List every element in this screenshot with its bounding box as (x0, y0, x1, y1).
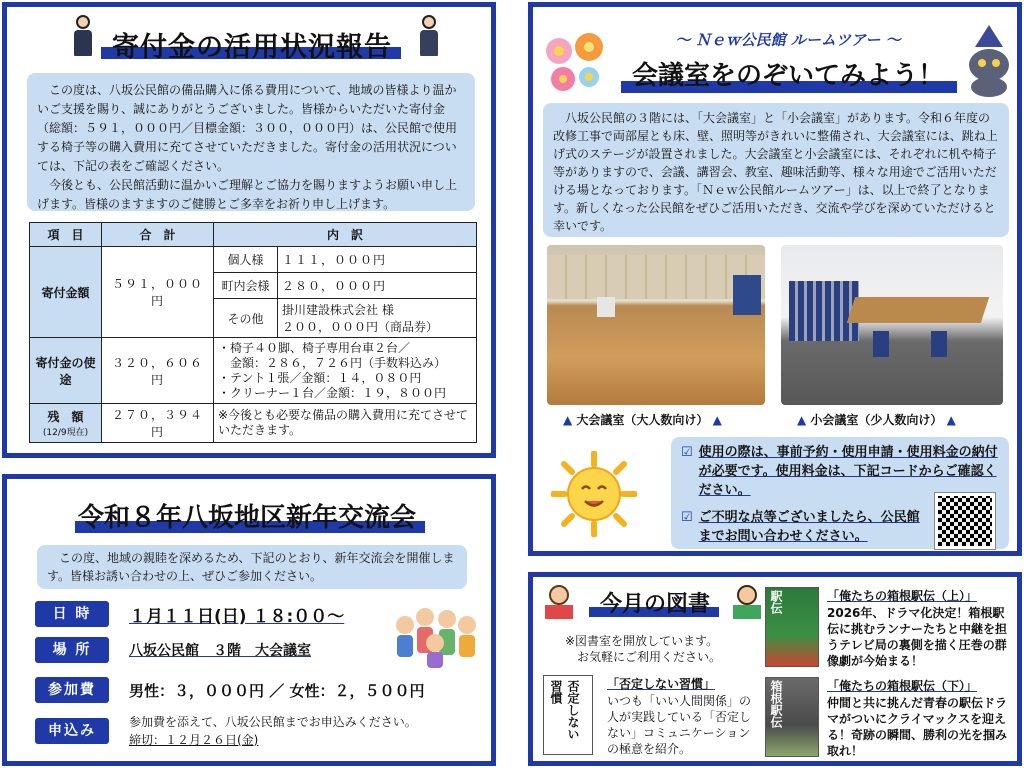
usage-total: ３２０，６０６円 (102, 338, 214, 404)
book-description: 仲間と共に挑んだ青春の駅伝ドラマがついにクライマックスを迎える！奇跡の瞬間、勝利の光を掴み取れ！ (827, 696, 1008, 758)
breakdown-name: 個人様 (214, 247, 278, 273)
apply-label: 申込み (35, 718, 109, 744)
breakdown-other (278, 299, 477, 338)
caption-large-room: ▲ 大会議室（大人数向け） ▲ (563, 413, 722, 427)
library-panel (528, 572, 1022, 766)
new-year-event-panel (2, 474, 496, 766)
donation-intro (27, 73, 475, 211)
newyear-title: 令和８年八坂地区新年交流会 (77, 503, 416, 533)
usage-line: ・クリーナー１台／金額：１９，８００円 (218, 385, 447, 400)
row-label-balance (30, 404, 102, 443)
table-header-row (30, 223, 477, 247)
newyear-row-place (35, 637, 311, 663)
qr-code[interactable] (935, 493, 995, 549)
donation-intro-paragraph-1: この度は、八坂公民館の備品購入に係る費用について、地域の皆様より温かいご支援を賜り、誠にありがとうございました。皆様からいただいた寄付金（総額：５９１，０００円／目標金額：３００，０００円）は、公民館で使用する椅子等の購入費用に充てさせていただきました。寄付金の活用状況については、下記の表をご確認ください。 (37, 83, 458, 173)
table-row (30, 404, 477, 443)
fee-value: 男性：３，０００円 ／ 女性：２，５００円 (129, 681, 425, 700)
donation-report-panel (2, 2, 496, 458)
book-title: 「俺たちの箱根駅伝（下）」 (827, 679, 978, 693)
usage-line: ・テント１張／金額：１４，０８０円 (218, 370, 422, 385)
book-title: 「俺たちの箱根駅伝（上）」 (827, 589, 978, 603)
usage-lines (214, 338, 477, 404)
room-tour-panel (528, 2, 1022, 556)
book-cover-hakone-2 (765, 677, 819, 757)
book-title: 「否定しない習慣」 (607, 677, 716, 691)
newyear-row-fee (35, 677, 424, 703)
book-cover-text: 箱根駅伝 (769, 680, 783, 728)
donation-table (29, 222, 477, 443)
breakdown-name: その他 (214, 299, 278, 338)
apply-value (129, 713, 417, 749)
place-value: 八坂公民館 ３階 大会議室 (129, 643, 311, 659)
fee-label: 参加費 (35, 677, 109, 703)
usage-note (681, 443, 999, 500)
breakdown-name: 町内会様 (214, 273, 278, 299)
breakdown-value: 掛川建設株式会社 様 (282, 303, 394, 317)
checkbox-icon: ☑ (681, 445, 693, 460)
breakdown-value: ２８０，０００円 (278, 273, 477, 299)
large-meeting-room-photo (547, 245, 765, 405)
row-label-donation: 寄付金額 (30, 247, 102, 338)
cat-icon (961, 25, 1017, 97)
balance-note: ※今後とも必要な備品の購入費用に充てさせていただきます。 (214, 404, 477, 443)
newyear-row-apply (35, 713, 417, 749)
flowers-icon (539, 31, 611, 95)
table-row (30, 247, 477, 273)
donation-total: ５９１，０００円 (102, 247, 214, 338)
newyear-intro: この度、地域の親睦を深めるため、下記のとおり、新年交流会を開催します。皆様お誘い合わせの上、ぜひご参加ください。 (37, 545, 467, 589)
book-cover-text: 否定しない習慣 (549, 680, 580, 740)
table-header: 内 訳 (214, 223, 477, 247)
datetime-label: 日 時 (35, 601, 109, 627)
businessman-illustration (73, 15, 93, 59)
book-cover-text: 駅伝 (769, 590, 783, 614)
book-cover-hitei (543, 675, 593, 755)
room-subtitle: ～ Ｎｅｗ公民館 ルームツアー ～ (675, 31, 901, 49)
caption-small-text: 小会議室（少人数向け） (810, 413, 943, 427)
book-cover-hakone-1 (765, 587, 819, 667)
caption-small-room: ▲ 小会議室（少人数向け） ▲ (797, 413, 956, 427)
row-label-usage: 寄付金の使途 (30, 338, 102, 404)
caption-large-text: 大会議室（大人数向け） (576, 413, 709, 427)
library-open-line-2: お気軽にご利用ください。 (577, 650, 722, 664)
breakdown-value: １１１，０００円 (278, 247, 477, 273)
room-title: 会議室をのぞいてみよう！ (631, 61, 944, 91)
table-header: 項 目 (30, 223, 102, 247)
place-label: 場 所 (35, 637, 109, 663)
donation-intro-paragraph-2: 今後とも、公民館活動に温かいご理解とご協力を賜りますようお願い申し上げます。皆様のますますのご健勝とご多幸をお祈り申し上げます。 (37, 178, 458, 211)
apply-deadline: 締切：１２月２６日(金) (129, 733, 259, 747)
small-meeting-room-photo (781, 245, 1003, 405)
apply-text: 参加費を添えて、八坂公民館までお申込みください。 (129, 715, 417, 729)
donation-title-wrap (97, 25, 407, 64)
checkbox-icon: ☑ (681, 510, 693, 525)
businesswoman-illustration (419, 15, 439, 59)
room-intro: 八坂公民館の３階には、「大会議室」と「小会議室」があります。令和６年度の改修工事で両部屋とも床、壁、照明等がきれいに整備され、大会議室には、跳ね上げ式のステージが設置されました。大会議室と小会議室には、それぞれに机や椅子等がありますので、会議、講習会、教室、趣味活動等、様々な用途でご活用いただける場となっております。「Ｎｅｗ公民館ルームツアー」は、以上で終了となります。新しくなった公民館をぜひご活用いただき、交流や学びを深めていただけると幸いです。 (543, 103, 1009, 237)
usage-note-text: 使用の際は、事前予約・使用申請・使用料金の納付が必要です。使用料金は、下記コードからご確認ください。 (698, 445, 998, 498)
library-open-notice (565, 633, 721, 665)
balance-total: ２７０，３９４円 (102, 404, 214, 443)
usage-line: ・椅子４０脚、椅子専用台車２台／ (218, 340, 411, 355)
balance-label: 残 額 (47, 410, 84, 424)
crowd-illustration (391, 599, 481, 669)
library-title: 今月の図書 (599, 592, 710, 617)
balance-date: (12/9現在) (42, 428, 89, 438)
table-header: 合 計 (102, 223, 214, 247)
breakdown-note: ２００，０００円（商品券） (282, 320, 439, 334)
table-row (30, 338, 477, 404)
newyear-row-datetime (35, 601, 344, 627)
book-description: 2026年、ドラマ化決定！箱根駅伝に挑むランナーたちと中継を担うテレビ局の裏側を描く圧巻の群像劇が今始まる！ (827, 606, 1008, 668)
sun-icon (551, 451, 637, 537)
inquiry-note-text: ご不明な点等ございましたら、公民館までお問い合わせください。 (698, 510, 920, 544)
usage-line: 金額：２８６，７２６円（手数料込み） (218, 355, 447, 370)
reading-boy-icon (729, 583, 765, 623)
library-open-line-1: ※図書室を開放しています。 (565, 634, 719, 648)
book-description: いつも「いい人間関係」の人が実践している「否定しない」コミュニケーションの極意を紹介。 (607, 694, 752, 756)
datetime-value: １月１１日(日) １８:００～ (129, 606, 345, 627)
donation-title: 寄付金の活用状況報告 (112, 32, 392, 63)
reading-girl-icon (541, 583, 577, 623)
